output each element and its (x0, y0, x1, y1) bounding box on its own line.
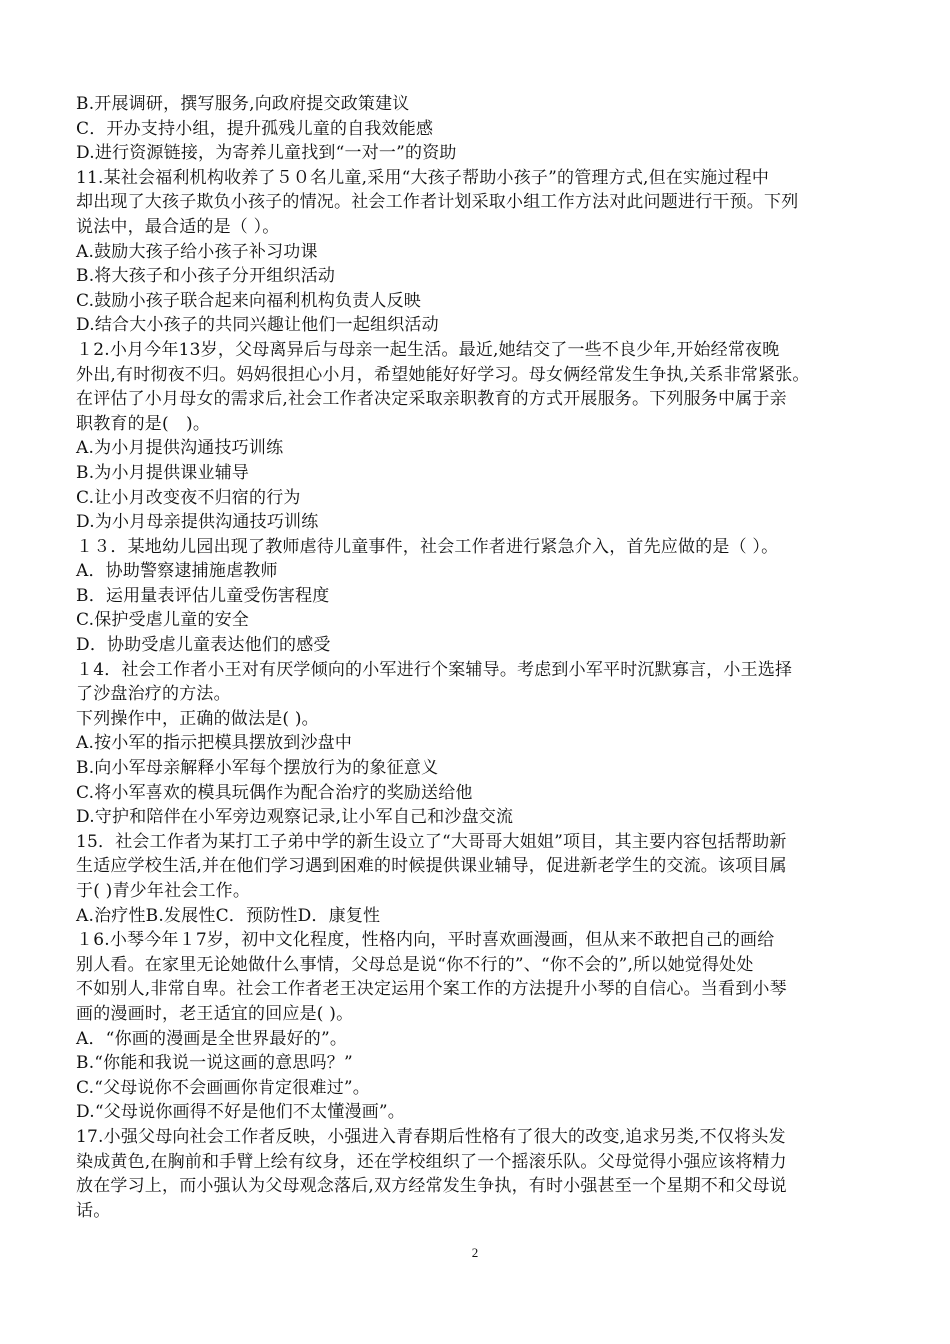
option-d: D．协助受虐儿童表达他们的感受 (76, 635, 331, 656)
text-line: 说法中，最合适的是（ ）。 (76, 216, 280, 237)
option-d: D.为小月母亲提供沟通技巧训练 (76, 512, 319, 533)
text-line: C．开办支持小组，提升孤残儿童的自我效能感 (76, 118, 434, 139)
option-a: A.为小月提供沟通技巧训练 (76, 438, 284, 459)
option-c: C.将小军喜欢的模具玩偶作为配合治疗的奖励送给他 (76, 782, 473, 803)
question-14-stem: １4．社会工作者小王对有厌学倾向的小军进行个案辅导。考虑到小军平时沉默寡言，小王选择 (76, 659, 793, 680)
text-line: B.开展调研，撰写服务,向政府提交政策建议 (76, 94, 410, 114)
options-line: A.治疗性B.发展性C．预防性D．康复性 (76, 905, 381, 926)
option-c: C.鼓励小孩子联合起来向福利机构负责人反映 (76, 290, 422, 311)
text-line: 别人看。在家里无论她做什么事情，父母总是说“你不行的”、“你不会的”,所以她觉得处处 (76, 954, 754, 975)
question-13-stem: １３．某地幼儿园出现了教师虐待儿童事件，社会工作者进行紧急介入，首先应做的是（ ）。 (76, 536, 779, 557)
page-number: 2 (471, 1245, 479, 1260)
text-line: 不如别人,非常自卑。社会工作者老王决定运用个案工作的方法提升小琴的自信心。当看到小琴 (76, 979, 787, 1000)
text-line: 下列操作中，正确的做法是( )。 (76, 708, 319, 729)
text-line: 了沙盘治疗的方法。 (76, 684, 231, 705)
text-line: 生适应学校生活,并在他们学习遇到困难的时候提供课业辅导，促进新老学生的交流。该项目属 (76, 856, 787, 877)
option-d: D.守护和陪伴在小军旁边观察记录,让小军自己和沙盘交流 (76, 807, 514, 828)
text-line: 于( )青少年社会工作。 (76, 881, 251, 901)
option-c: C.让小月改变夜不归宿的行为 (76, 487, 301, 508)
question-16-stem: １6.小琴今年１7岁，初中文化程度，性格内向，平时喜欢画漫画，但从来不敢把自己的画给 (76, 930, 775, 951)
text-line: 在评估了小月母女的需求后,社会工作者决定采取亲职教育的方式开展服务。下列服务中属于亲 (76, 389, 787, 410)
option-d: D.“父母说你画得不好是他们不太懂漫画”。 (76, 1102, 406, 1123)
question-17-stem: 17.小强父母向社会工作者反映，小强进入青春期后性格有了很大的改变,追求另类,不仅将头发 (76, 1126, 786, 1147)
option-d: D.结合大小孩子的共同兴趣让他们一起组织活动 (76, 315, 439, 336)
text-line: 外出,有时彻夜不归。妈妈很担心小月，希望她能好好学习。母女俩经常发生争执,关系非常紧张。 (76, 364, 810, 385)
document-body (76, 92, 882, 1223)
question-12-stem: １2.小月今年13岁，父母离异后与母亲一起生活。最近,她结交了一些不良少年,开始经常夜晚 (76, 339, 780, 360)
option-c: C.“父母说你不会画画你肯定很难过”。 (76, 1077, 370, 1098)
option-b: B.“你能和我说一说这画的意思吗？” (76, 1053, 353, 1074)
option-a: A.鼓励大孩子给小孩子补习功课 (76, 241, 318, 262)
text-line: 放在学习上，而小强认为父母观念落后,双方经常发生争执，有时小强甚至一个星期不和父母说 (76, 1176, 787, 1197)
question-15-stem: 15．社会工作者为某打工子弟中学的新生设立了“大哥哥大姐姐”项目，其主要内容包括帮助新 (76, 831, 787, 852)
text-line: 职教育的是( )。 (76, 413, 211, 434)
option-b: B.向小军母亲解释小军每个摆放行为的象征意义 (76, 758, 439, 779)
option-b: B.为小月提供课业辅导 (76, 462, 250, 483)
question-11-stem: 11.某社会福利机构收养了５０名儿童,采用“大孩子帮助小孩子”的管理方式,但在实施过程中 (76, 167, 770, 188)
option-a: A.按小军的指示把模具摆放到沙盘中 (76, 733, 353, 754)
option-b: B.将大孩子和小孩子分开组织活动 (76, 266, 336, 287)
option-a: A．协助警察逮捕施虐教师 (76, 561, 278, 582)
text-line: 染成黄色,在胸前和手臂上绘有纹身，还在学校组织了一个摇滚乐队。父母觉得小强应该将精力 (76, 1151, 787, 1172)
option-c: C.保护受虐儿童的安全 (76, 610, 250, 631)
text-line: 画的漫画时，老王适宜的回应是( )。 (76, 1003, 354, 1024)
text-line: 话。 (76, 1200, 111, 1221)
text-line: D.进行资源链接，为寄养儿童找到“一对一”的资助 (76, 143, 457, 164)
text-line: 却出现了大孩子欺负小孩子的情况。社会工作者计划采取小组工作方法对此问题进行干预。下列 (76, 192, 799, 213)
option-b: B．运用量表评估儿童受伤害程度 (76, 585, 330, 606)
option-a: A．“你画的漫画是全世界最好的”。 (76, 1028, 348, 1049)
